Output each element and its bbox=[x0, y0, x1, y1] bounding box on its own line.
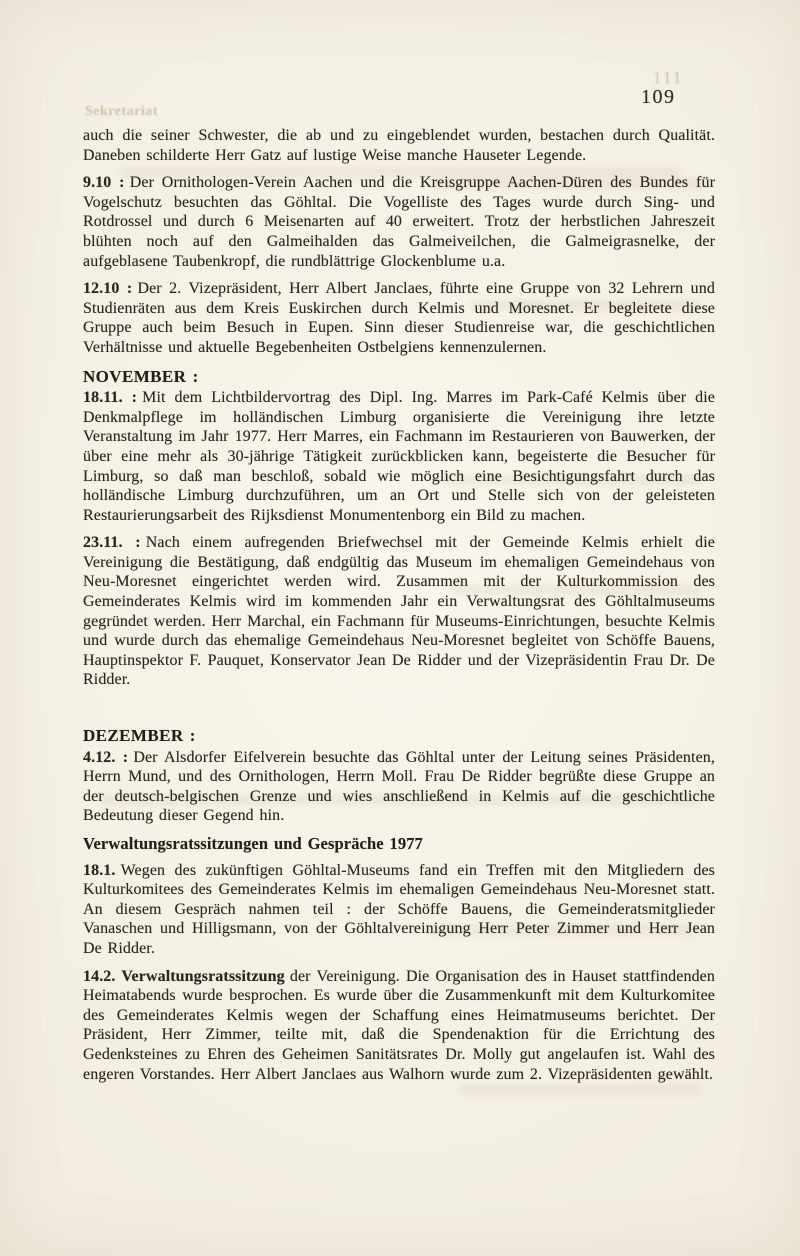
paragraph-text: Der Ornithologen-Verein Aachen und die Kreisgruppe Aachen-Düren des Bundes für Vogelschutz besuchten das Göhltal. Die Vogelliste des Tages wurde durch Sing- und Rotdrossel und durch 6 Meisenarten auf 40 erweitert. Trotz der herbstlichen Jahreszeit blühten noch auf den Galmeihalden das Galmeiveilchen, die Galmeigrasnelke, der aufgeblasene Taubenkropf, die rundblättrige Glockenblume u.a. bbox=[83, 174, 715, 270]
paragraph-text: Der Alsdorfer Eifelverein besuchte das Göhltal unter der Leitung seines Präsidenten, Herrn Mund, und des Ornithologen, Herrn Moll. Frau De Ridder begrüßte diese Gruppe an der deutsch-belgischen Grenze und wies anschließend in Kelmis auf die geschichtliche Bedeutung dieser Gegend hin. bbox=[83, 748, 715, 825]
entry-paragraph-9-10 bbox=[83, 173, 715, 271]
paragraph-text: Wegen des zukünftigen Göhltal-Museums fand ein Treffen mit den Mitgliedern des Kulturkomitees des Gemeinderates Kelmis im ehemaligen Gemeindehaus Neu-Moresnet statt. An diesem Gespräch nahmen teil : der Schöffe Bauens, die Gemeinderatsmitglieder Vanaschen und Hilligsmann, von der Göhltalvereinigung Herr Peter Zimmer und Herr Jean De Ridder. bbox=[83, 861, 715, 957]
entry-paragraph-18-1 bbox=[83, 861, 715, 959]
entry-date-label: 14.2. Verwaltungsratssitzung bbox=[83, 967, 285, 985]
entry-date-label: 4.12. : bbox=[83, 748, 129, 766]
entry-paragraph-14-2 bbox=[83, 967, 715, 1085]
entry-date-label: 12.10 : bbox=[83, 280, 133, 298]
entry-date-label: 18.11. : bbox=[83, 389, 138, 407]
entry-paragraph-18-11 bbox=[83, 388, 715, 525]
entry-paragraph-4-12 bbox=[83, 748, 715, 826]
entry-paragraph-12-10 bbox=[83, 279, 715, 357]
entry-paragraph-23-11 bbox=[83, 533, 715, 690]
section-heading-november: NOVEMBER : bbox=[83, 366, 199, 386]
paragraph-text: Nach einem aufregenden Briefwechsel mit der Gemeinde Kelmis erhielt die Vereinigung die Bestätigung, daß endgültig das Museum im ehemaligen Gemeindehaus von Neu-Moresnet eingerichtet werden wird. Zusammen mit der Kulturkommission des Gemeinderates Kelmis wird im kommenden Jahr ein Verwaltungsrat des Göhltalmuseums gegründet werden. Herr Marchal, ein Fachmann für Museums-Einrichtungen, besuchte Kelmis und wurde durch das ehemalige Gemeindehaus Neu-Moresnet begleitet von Schöffe Bauens, Hauptinspektor F. Pauquet, Konservator Jean De Ridder und der Vizepräsidentin Frau Dr. De Ridder. bbox=[83, 534, 715, 689]
entry-date-label: 18.1. bbox=[83, 861, 116, 879]
paragraph-text: der Vereinigung. Die Organisation des in Hauset stattfindenden Heimatabends wurde besprochen. Es wurde über die Zusammenkunft mit dem Kulturkomitee des Gemeinderates Kelmis wegen der Schaffung eines Heimatmuseums berichtet. Der Präsident, Herr Zimmer, teilte mit, daß die Spendenaktion für die Errichtung des Gedenksteines zu Ehren des Geheimen Sanitätsrates Dr. Molly gut angelaufen ist. Wahl des engeren Vorstandes. Herr Albert Janclaes aus Walhorn wurde zum 2. Vizepräsidenten gewählt. bbox=[83, 967, 715, 1083]
entry-date-label: 9.10 : bbox=[83, 174, 125, 192]
subsection-heading-verwaltungsratssitzungen: Verwaltungsratssitzungen und Gespräche 1977 bbox=[83, 834, 423, 853]
paragraph-continuation bbox=[83, 126, 715, 165]
bleed-through-page-number: 111 bbox=[653, 68, 684, 87]
entry-date-label: 23.11. : bbox=[83, 534, 141, 552]
paragraph-text: Mit dem Lichtbildervortrag des Dipl. Ing. Marres im Park-Café Kelmis über die Denkmalpflege im holländischen Limburg organisierte die Vereinigung ihre letzte Veranstaltung im Jahr 1977. Herr Marres, ein Fachmann im Restaurieren von Bauwerken, der über eine mehr als 30-jährige Tätigkeit zurückblicken kann, begeisterte die Besucher für Limburg, so daß man beschloß, sobald wie möglich eine Besichtigungsfahrt durch das holländische Limburg durchzuführen, um an Ort und Stelle sich von der geleisteten Restaurierungsarbeit des Rijksdienst Monumentenborg ein Bild zu machen. bbox=[83, 389, 715, 524]
paragraph-text: auch die seiner Schwester, die ab und zu eingeblendet wurden, bestachen durch Qualität. Daneben schilderte Herr Gatz auf lustige Weise manche Hauseter Legende. bbox=[83, 127, 715, 164]
page-body-text bbox=[83, 126, 715, 1092]
paragraph-text: Der 2. Vizepräsident, Herr Albert Janclaes, führte eine Gruppe von 32 Lehrern und Studienräten aus dem Kreis Euskirchen durch Kelmis und Moresnet. Er begleitete diese Gruppe auch beim Besuch in Eupen. Sinn dieser Studienreise war, die geschichtlichen Verhältnisse und aktuelle Begebenheiten Ostbelgiens kennenzulernen. bbox=[83, 280, 715, 356]
section-heading-dezember: DEZEMBER : bbox=[83, 726, 196, 746]
page-number: 109 bbox=[641, 86, 676, 108]
bleed-through-text: Sekretariat bbox=[85, 104, 158, 119]
